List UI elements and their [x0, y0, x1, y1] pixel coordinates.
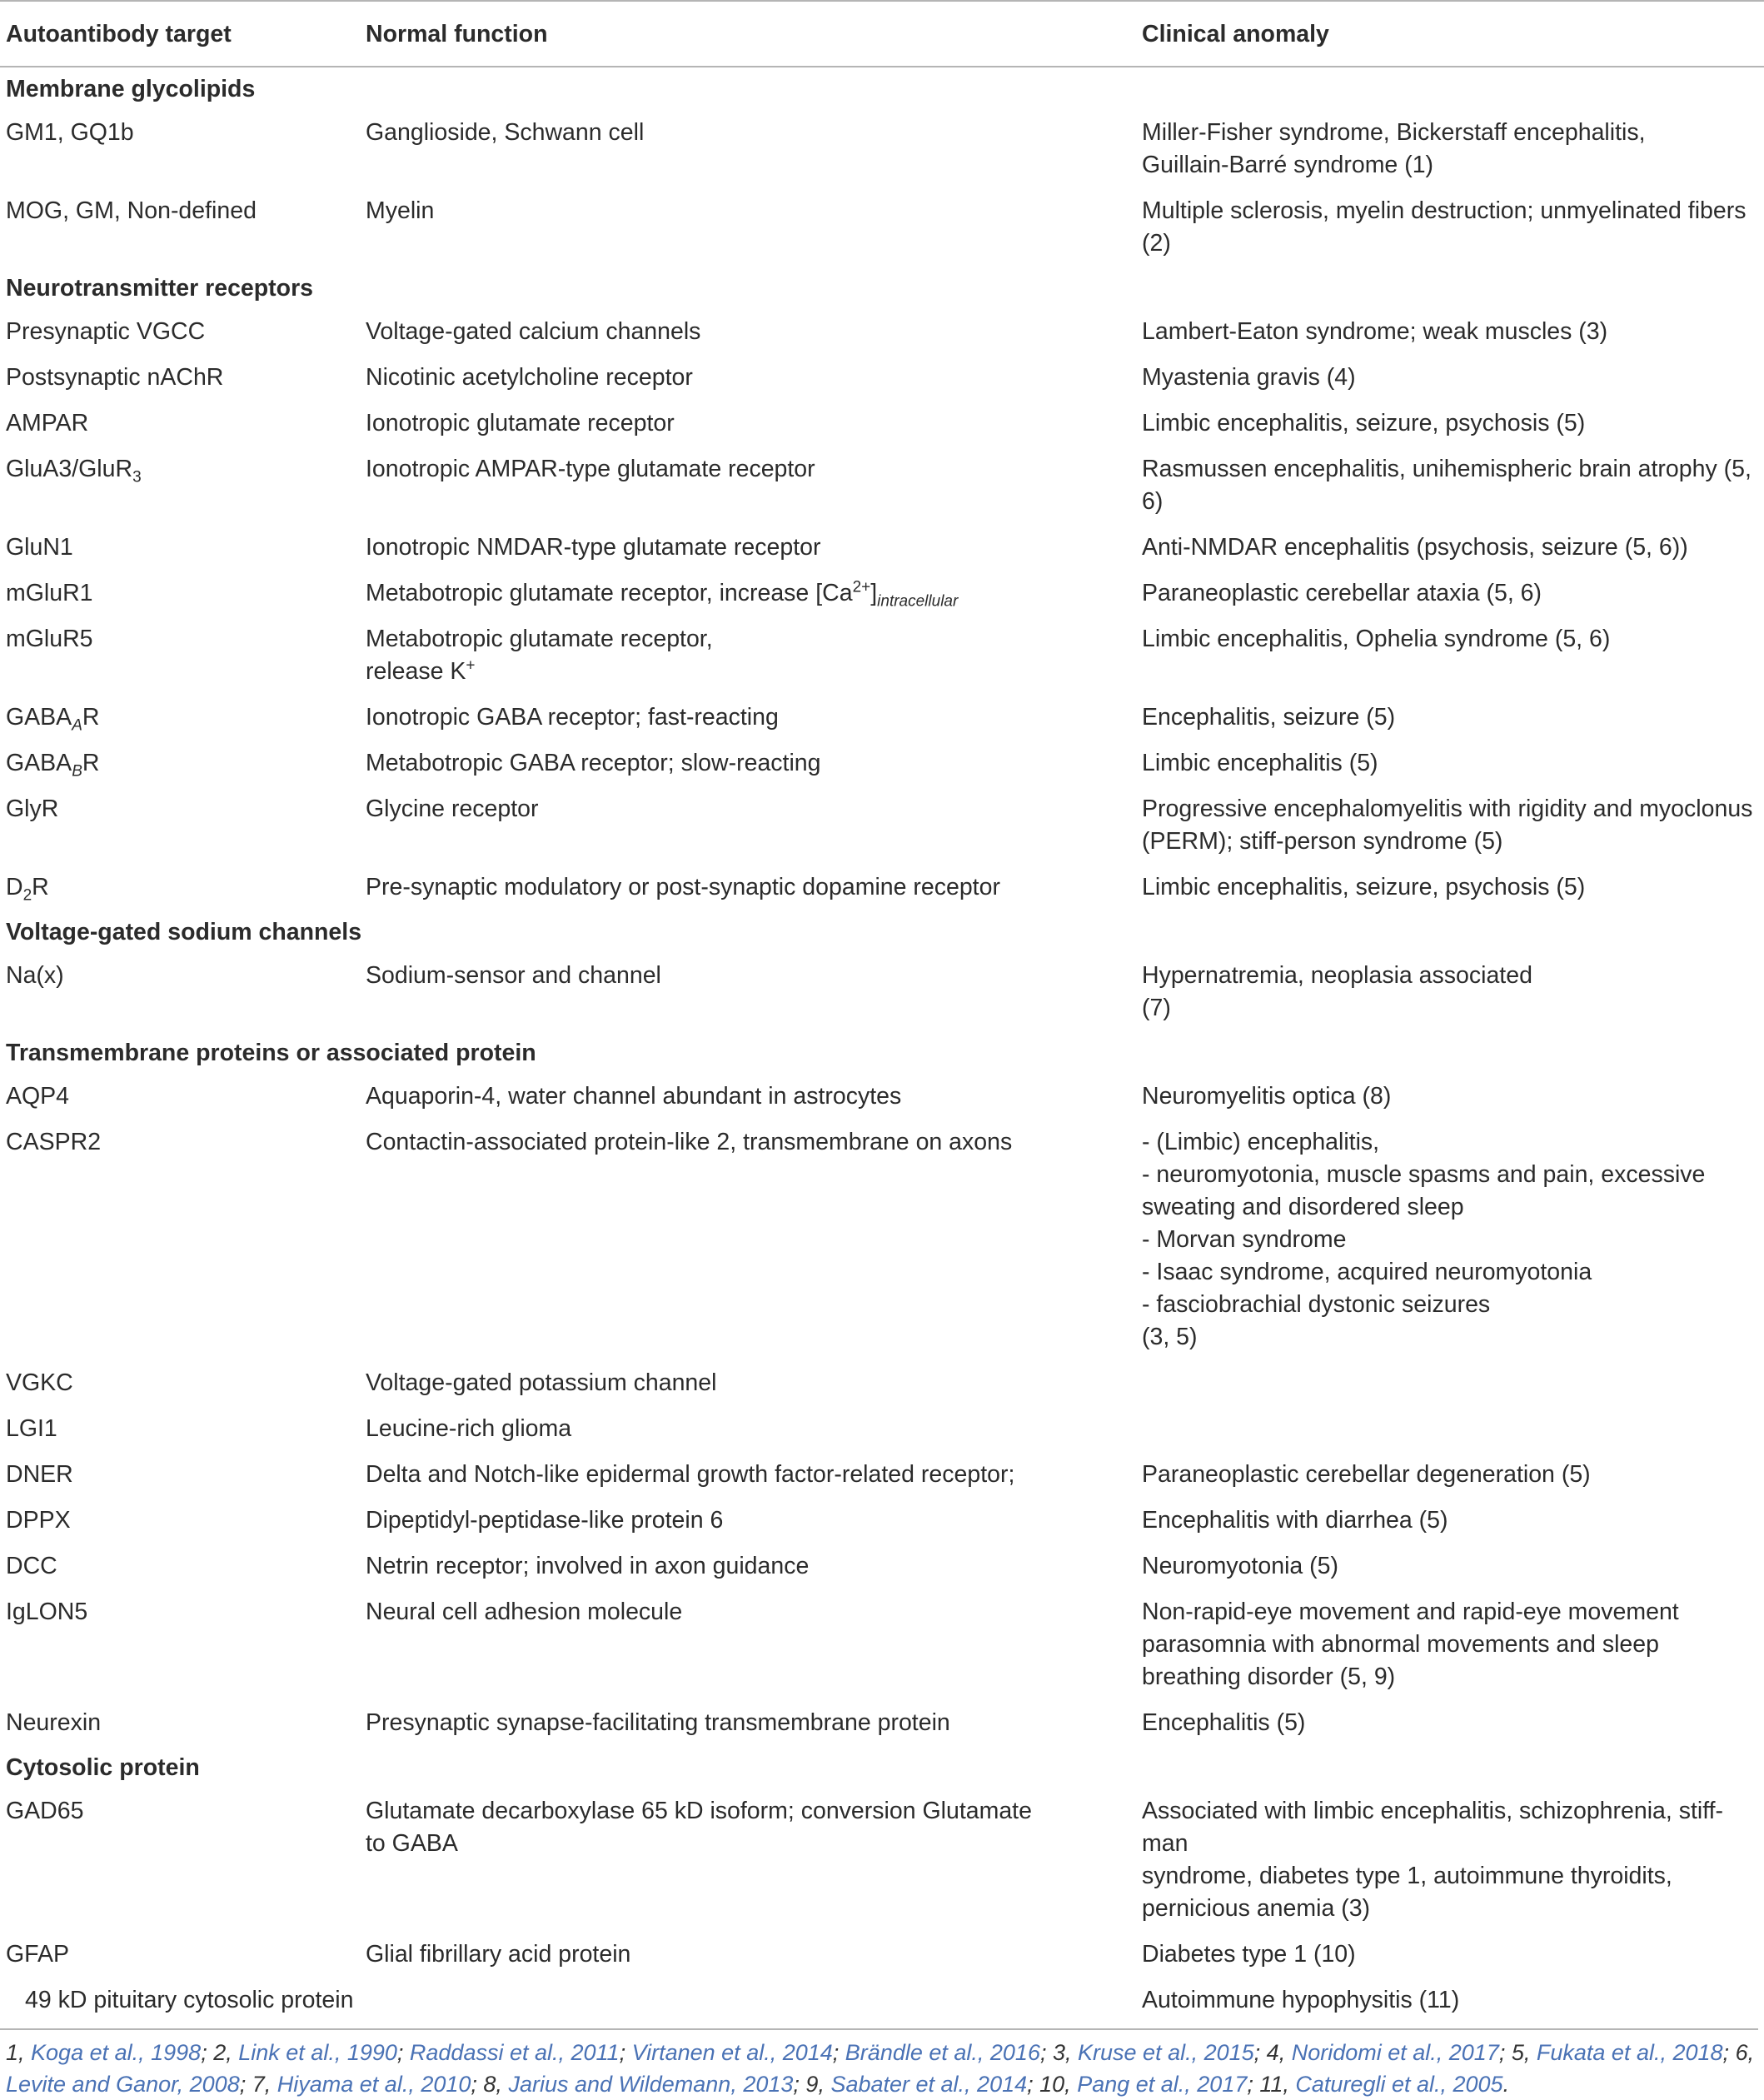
reference-link[interactable]: Kruse et al., 2015 — [1078, 2040, 1254, 2065]
anomaly-cell: Lambert-Eaton syndrome; weak muscles (3) — [1142, 318, 1608, 345]
function-line: Glutamate decarboxylase 65 kD isoform; conversion Glutamate — [366, 1798, 1032, 1824]
table-row — [0, 786, 1764, 865]
function-cell: Sodium-sensor and channel — [366, 962, 661, 989]
anomaly-line: Associated with limbic encephalitis, schizophrenia, stiff-man — [1142, 1798, 1724, 1857]
anomaly-cell: Encephalitis (5) — [1142, 1709, 1306, 1736]
target-cell: GFAP — [6, 1941, 70, 1968]
section-row — [0, 1746, 1764, 1788]
function-cell: Dipeptidyl-peptidase-like protein 6 — [366, 1507, 724, 1534]
footnote-separator: ; — [396, 2040, 410, 2065]
table-row — [0, 1788, 1764, 1932]
footnote-separator: ; — [1247, 2072, 1260, 2097]
anomaly-cell: Anti-NMDAR encephalitis (psychosis, seizure (5, 6)) — [1142, 534, 1688, 561]
anomaly-line: Guillain-Barré syndrome (1) — [1142, 152, 1434, 178]
anomaly-cell: Neuromyotonia (5) — [1142, 1553, 1339, 1579]
table-row — [0, 110, 1764, 188]
table-row — [0, 1498, 1764, 1544]
target-cell: GAD65 — [6, 1798, 84, 1824]
target-cell — [0, 446, 360, 525]
target-text: R — [32, 874, 49, 900]
anomaly-cell — [1136, 446, 1764, 525]
table-footnote — [0, 2028, 1758, 2100]
table-row — [0, 571, 1764, 616]
target-cell: CASPR2 — [6, 1129, 102, 1155]
anomaly-line: parasomnia with abnormal movements and sleep — [1142, 1631, 1659, 1658]
section-cytosolic-protein: Cytosolic protein — [6, 1754, 200, 1781]
footnote-number: 7, — [252, 2072, 277, 2097]
section-row — [0, 1031, 1764, 1074]
reference-link[interactable]: Jarius and Wildemann, 2013 — [508, 2072, 794, 2097]
anomaly-line: 6) — [1142, 488, 1164, 515]
target-subscript: 3 — [132, 468, 142, 486]
target-cell: GlyR — [6, 796, 59, 822]
anomaly-cell: Neuromyelitis optica (8) — [1142, 1083, 1392, 1110]
function-cell: Delta and Notch-like epidermal growth factor-related receptor; — [366, 1461, 1015, 1488]
target-cell: VGKC — [6, 1369, 73, 1396]
anomaly-cell — [1136, 188, 1764, 267]
function-cell: Netrin receptor; involved in axon guidance — [366, 1553, 810, 1579]
section-voltage-gated-sodium-channels: Voltage-gated sodium channels — [6, 919, 362, 945]
anomaly-line: (7) — [1142, 995, 1171, 1021]
reference-link[interactable]: Hiyama et al., 2010 — [277, 2072, 471, 2097]
function-cell: Neural cell adhesion molecule — [366, 1599, 683, 1625]
footnote-separator: . — [1502, 2072, 1510, 2097]
footnote-number: 9, — [805, 2072, 831, 2097]
anomaly-line: - neuromyotonia, muscle spasms and pain, excessive — [1142, 1161, 1706, 1188]
footnote-separator: ; — [793, 2072, 806, 2097]
target-cell: Na(x) — [6, 962, 64, 989]
section-neurotransmitter-receptors: Neurotransmitter receptors — [6, 275, 314, 302]
anomaly-cell — [1136, 786, 1764, 865]
anomaly-line: (PERM); stiff-person syndrome (5) — [1142, 828, 1503, 855]
table-row — [0, 309, 1764, 355]
function-cell — [360, 571, 1136, 616]
function-text: release K — [366, 658, 466, 685]
function-cell: Pre-synaptic modulatory or post-synaptic dopamine receptor — [366, 874, 1000, 900]
footnote-separator: ; — [1039, 2040, 1053, 2065]
function-cell: Voltage-gated potassium channel — [366, 1369, 717, 1396]
anomaly-line: (3, 5) — [1142, 1324, 1198, 1350]
anomaly-cell: Limbic encephalitis, seizure, psychosis (5) — [1142, 874, 1586, 900]
anomaly-cell — [1136, 1360, 1764, 1406]
table-row — [0, 355, 1764, 401]
table-row — [0, 525, 1764, 571]
anomaly-line: - fasciobrachial dystonic seizures — [1142, 1291, 1491, 1318]
function-cell: Ionotropic AMPAR-type glutamate receptor — [366, 456, 815, 482]
anomaly-line: Miller-Fisher syndrome, Bickerstaff encephalitis, — [1142, 119, 1646, 146]
footnote-number: 5, — [1511, 2040, 1537, 2065]
reference-link[interactable]: Noridomi et al., 2017 — [1291, 2040, 1499, 2065]
function-text: ] — [870, 580, 878, 606]
anomaly-line: Rasmussen encephalitis, unihemispheric brain atrophy (5, — [1142, 456, 1752, 482]
function-superscript: + — [466, 656, 476, 675]
header-clinical-anomaly: Clinical anomaly — [1136, 1, 1764, 67]
table-row — [0, 1074, 1764, 1120]
target-cell: DNER — [6, 1461, 73, 1488]
table-row — [0, 1544, 1764, 1589]
function-cell: Glial fibrillary acid protein — [366, 1941, 631, 1968]
function-text: Metabotropic glutamate receptor, increase [Ca — [366, 580, 853, 606]
function-cell: Ionotropic glutamate receptor — [366, 410, 675, 436]
target-text: D — [6, 874, 23, 900]
table-row — [0, 1932, 1764, 1978]
anomaly-line: Non-rapid-eye movement and rapid-eye movement — [1142, 1599, 1679, 1625]
anomaly-line: (2) — [1142, 230, 1171, 257]
function-line — [366, 656, 1136, 688]
footnote-separator: ; — [1498, 2040, 1512, 2065]
anomaly-cell — [1136, 1589, 1764, 1700]
anomaly-cell: Myastenia gravis (4) — [1142, 364, 1356, 391]
target-text: R — [82, 750, 100, 776]
function-cell: Ionotropic GABA receptor; fast-reacting — [366, 704, 779, 731]
anomaly-line: sweating and disordered sleep — [1142, 1194, 1464, 1220]
footnote-number: 3, — [1052, 2040, 1079, 2065]
anomaly-line: - (Limbic) encephalitis, — [1142, 1129, 1380, 1155]
reference-link[interactable]: Raddassi et al., 2011 — [409, 2040, 620, 2065]
footnote-separator: ; — [471, 2072, 484, 2097]
anomaly-line: - Isaac syndrome, acquired neuromyotonia — [1142, 1259, 1592, 1285]
reference-link[interactable]: Fukata et al., 2018 — [1536, 2040, 1723, 2065]
anomaly-line: Progressive encephalomyelitis with rigidity and myoclonus — [1142, 796, 1753, 822]
function-cell: Glycine receptor — [366, 796, 539, 822]
table-row — [0, 865, 1764, 910]
anomaly-cell: Limbic encephalitis, Ophelia syndrome (5, 6) — [1142, 626, 1611, 652]
footnote-number: 2, — [213, 2040, 239, 2065]
target-cell: mGluR1 — [6, 580, 93, 606]
table-row — [0, 446, 1764, 525]
target-cell: AMPAR — [6, 410, 89, 436]
footnote-separator: ; — [239, 2072, 252, 2097]
anomaly-cell: Paraneoplastic cerebellar degeneration (5) — [1142, 1461, 1591, 1488]
target-cell: Postsynaptic nAChR — [6, 364, 224, 391]
function-cell: Ganglioside, Schwann cell — [366, 119, 645, 146]
target-subscript: 2 — [22, 886, 32, 905]
footnote-separator: ; — [1253, 2040, 1267, 2065]
function-cell: Aquaporin-4, water channel abundant in astrocytes — [366, 1083, 902, 1110]
anomaly-line: Hypernatremia, neoplasia associated — [1142, 962, 1532, 989]
section-transmembrane-proteins: Transmembrane proteins or associated protein — [6, 1040, 536, 1066]
function-cell: Ionotropic NMDAR-type glutamate receptor — [366, 534, 821, 561]
reference-link[interactable]: Brändle et al., 2016 — [845, 2040, 1040, 2065]
function-line: to GABA — [366, 1830, 458, 1857]
target-cell — [0, 865, 360, 910]
target-cell: MOG, GM, Non-defined — [6, 197, 257, 224]
section-row — [0, 910, 1764, 953]
footnote-number: 10, — [1039, 2072, 1078, 2097]
target-text: GluA3/GluR — [6, 456, 133, 482]
anomaly-cell: Encephalitis, seizure (5) — [1142, 704, 1396, 731]
table-row — [0, 188, 1764, 267]
anomaly-cell: Paraneoplastic cerebellar ataxia (5, 6) — [1142, 580, 1542, 606]
anomaly-cell — [1136, 1788, 1764, 1932]
target-cell: Neurexin — [6, 1709, 102, 1736]
function-cell: Leucine-rich glioma — [366, 1415, 572, 1442]
target-cell: LGI1 — [6, 1415, 57, 1442]
reference-link[interactable]: Levite and Ganor, 2008 — [6, 2072, 240, 2097]
function-cell: Voltage-gated calcium channels — [366, 318, 701, 345]
target-cell — [0, 741, 360, 786]
table-row — [0, 1360, 1764, 1406]
function-cell — [360, 616, 1136, 695]
table-row — [0, 953, 1764, 1031]
anomaly-cell: Limbic encephalitis, seizure, psychosis (5) — [1142, 410, 1586, 436]
target-cell: GluN1 — [6, 534, 73, 561]
footnote-separator: ; — [832, 2040, 845, 2065]
target-cell: mGluR5 — [6, 626, 93, 652]
function-cell — [360, 1788, 1136, 1932]
table-row — [0, 695, 1764, 741]
target-cell: DCC — [6, 1553, 57, 1579]
target-text: GABA — [6, 704, 72, 731]
table-row — [0, 1406, 1764, 1452]
anomaly-line: pernicious anemia (3) — [1142, 1895, 1371, 1922]
section-row — [0, 267, 1764, 309]
anomaly-cell: Autoimmune hypophysitis (11) — [1142, 1987, 1460, 2013]
target-cell: AQP4 — [6, 1083, 70, 1110]
table-header-row — [0, 1, 1764, 67]
target-text: GABA — [6, 750, 72, 776]
target-cell — [0, 695, 360, 741]
table-row — [0, 616, 1764, 695]
target-cell: Presynaptic VGCC — [6, 318, 206, 345]
target-cell: GM1, GQ1b — [6, 119, 134, 146]
table-row — [0, 401, 1764, 446]
target-subscript: A — [72, 716, 82, 735]
footnote-number: 6, — [1735, 2040, 1755, 2065]
anomaly-line: syndrome, diabetes type 1, autoimmune thyroidits, — [1142, 1863, 1672, 1889]
function-cell: Nicotinic acetylcholine receptor — [366, 364, 693, 391]
function-cell: Presynaptic synapse-facilitating transmembrane protein — [366, 1709, 950, 1736]
reference-link[interactable]: Sabater et al., 2014 — [830, 2072, 1028, 2097]
target-text: R — [82, 704, 100, 731]
table-row — [0, 741, 1764, 786]
footnote-separator: ; — [619, 2040, 632, 2065]
function-superscript: 2+ — [852, 578, 871, 596]
reference-link[interactable]: Link et al., 1990 — [238, 2040, 397, 2065]
target-subscript: B — [72, 762, 82, 781]
target-cell: DPPX — [6, 1507, 71, 1534]
reference-link[interactable]: Pang et al., 2017 — [1077, 2072, 1248, 2097]
function-line: Metabotropic glutamate receptor, — [366, 626, 713, 652]
anomaly-line: - Morvan syndrome — [1142, 1226, 1347, 1253]
anomaly-line: breathing disorder (5, 9) — [1142, 1664, 1396, 1690]
footnote-number: 1, — [6, 2040, 32, 2065]
header-autoantibody-target: Autoantibody target — [0, 1, 360, 67]
section-row — [0, 67, 1764, 110]
reference-link[interactable]: Virtanen et al., 2014 — [631, 2040, 833, 2065]
table-row — [0, 1700, 1764, 1746]
table-row — [0, 1978, 1764, 2028]
table-row — [0, 1120, 1764, 1360]
footnote-number: 4, — [1266, 2040, 1292, 2065]
footnote-separator: ; — [201, 2040, 214, 2065]
target-cell: 49 kD pituitary cytosolic protein — [25, 1987, 354, 2013]
footnote-separator: ; — [1722, 2040, 1736, 2065]
anomaly-cell — [1136, 953, 1764, 1031]
section-membrane-glycolipids: Membrane glycolipids — [6, 76, 256, 102]
table-row — [0, 1452, 1764, 1498]
reference-link[interactable]: Koga et al., 1998 — [31, 2040, 202, 2065]
table-row — [0, 1589, 1764, 1700]
function-cell: Contactin-associated protein-like 2, transmembrane on axons — [366, 1129, 1013, 1155]
footnote-separator: ; — [1027, 2072, 1040, 2097]
function-cell: Metabotropic GABA receptor; slow-reacting — [366, 750, 821, 776]
anomaly-cell: Diabetes type 1 (10) — [1142, 1941, 1356, 1968]
function-subscript: intracellular — [877, 592, 959, 611]
anomaly-cell — [1136, 1406, 1764, 1452]
anomaly-cell: Encephalitis with diarrhea (5) — [1142, 1507, 1448, 1534]
footnote-number: 8, — [483, 2072, 509, 2097]
function-cell: Myelin — [366, 197, 435, 224]
header-normal-function: Normal function — [360, 1, 1136, 67]
footnote-number: 11, — [1259, 2072, 1296, 2097]
anomaly-line: Multiple sclerosis, myelin destruction; unmyelinated fibers — [1142, 197, 1747, 224]
target-cell: IgLON5 — [6, 1599, 88, 1625]
anomaly-cell: Limbic encephalitis (5) — [1142, 750, 1378, 776]
anomaly-cell — [1136, 1120, 1764, 1360]
reference-link[interactable]: Caturegli et al., 2005 — [1295, 2072, 1503, 2097]
anomaly-cell — [1136, 110, 1764, 188]
